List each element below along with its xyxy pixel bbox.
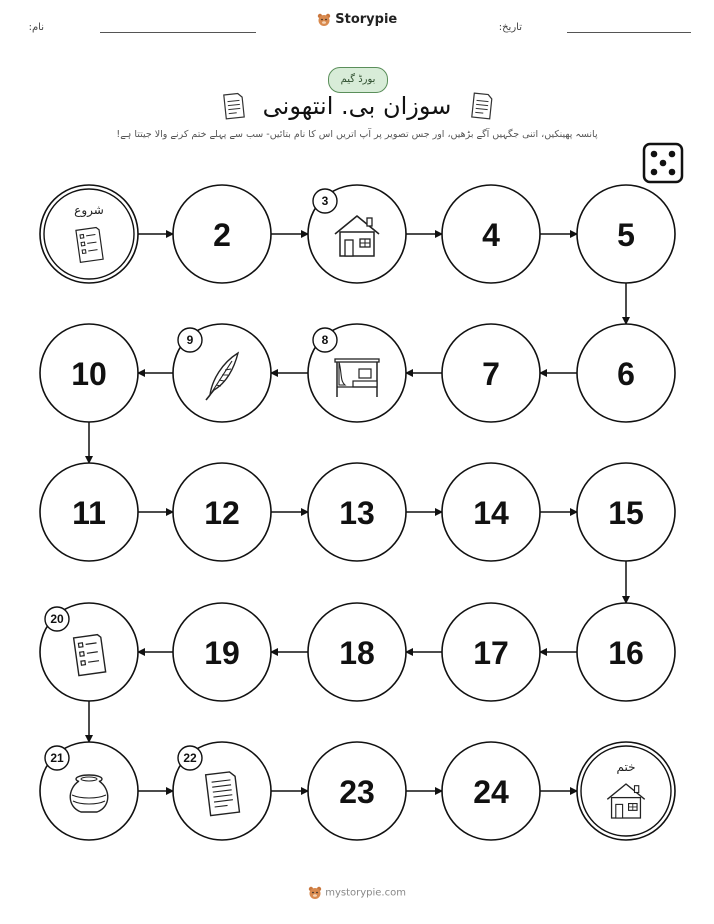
space-number: 7 [482, 356, 500, 392]
board-space-11[interactable] [40, 463, 138, 561]
board-space-2[interactable] [173, 185, 271, 283]
board-space-17[interactable] [442, 603, 540, 701]
start-label: شروع [74, 203, 104, 217]
space-number: 24 [473, 774, 509, 810]
space-number: 10 [71, 356, 107, 392]
board-space-15[interactable] [577, 463, 675, 561]
board-space-21[interactable] [40, 742, 138, 840]
board-space-6[interactable] [577, 324, 675, 422]
finish-label: ختم [616, 760, 636, 774]
space-number: 9 [186, 333, 194, 347]
document-icon [206, 771, 240, 815]
space-number: 2 [213, 217, 231, 253]
date-label: تاریخ: [498, 22, 522, 33]
board-space-22[interactable] [173, 742, 271, 840]
space-number: 6 [617, 356, 635, 392]
space-number: 23 [339, 774, 375, 810]
page-title: سوزان بی. انتھونی [262, 92, 452, 120]
board-space-24[interactable] [442, 742, 540, 840]
board-space-16[interactable] [577, 603, 675, 701]
space-number: 8 [321, 333, 329, 347]
board-space-23[interactable] [308, 742, 406, 840]
space-number: 11 [72, 495, 106, 531]
board-space-25[interactable] [577, 742, 675, 840]
space-number: 21 [50, 751, 64, 765]
name-label: نام: [28, 22, 44, 33]
space-number: 22 [183, 751, 197, 765]
footer [0, 886, 714, 900]
category-badge: بورڈ گیم [328, 67, 388, 93]
space-number: 20 [50, 612, 64, 626]
instructions: پانسہ پھینکیں، اتنی جگہیں آگے بڑھیں، اور جس تصویر پر آپ اتریں اس کا نام بتائیں- سب سے پہلے ختم کرنے والا جیتتا ہے! [116, 129, 598, 140]
board-space-9[interactable] [173, 324, 271, 422]
footer-url[interactable]: mystorypie.com [325, 887, 406, 899]
board-space-7[interactable] [442, 324, 540, 422]
space-number: 18 [339, 635, 375, 671]
board-space-3[interactable] [308, 185, 406, 283]
space-number: 19 [204, 635, 240, 671]
board-space-18[interactable] [308, 603, 406, 701]
board-space-20[interactable] [40, 603, 138, 701]
board-space-19[interactable] [173, 603, 271, 701]
board-space-14[interactable] [442, 463, 540, 561]
space-number: 15 [608, 495, 644, 531]
checklist-icon [74, 634, 106, 675]
board-space-13[interactable] [308, 463, 406, 561]
board-space-4[interactable] [442, 185, 540, 283]
board-space-5[interactable] [577, 185, 675, 283]
checklist-icon [76, 227, 103, 262]
board-space-1[interactable] [40, 185, 138, 283]
space-number: 3 [321, 194, 329, 208]
bear-icon [308, 886, 322, 900]
space-number: 5 [617, 217, 635, 253]
space-number: 4 [482, 217, 500, 253]
space-number: 14 [473, 495, 509, 531]
space-number: 17 [473, 635, 509, 671]
space-number: 13 [339, 495, 375, 531]
space-number: 12 [204, 495, 240, 531]
board-space-12[interactable] [173, 463, 271, 561]
brand-name: Storypie [335, 12, 398, 27]
board-space-10[interactable] [40, 324, 138, 422]
board-space-8[interactable] [308, 324, 406, 422]
space-number: 16 [608, 635, 644, 671]
